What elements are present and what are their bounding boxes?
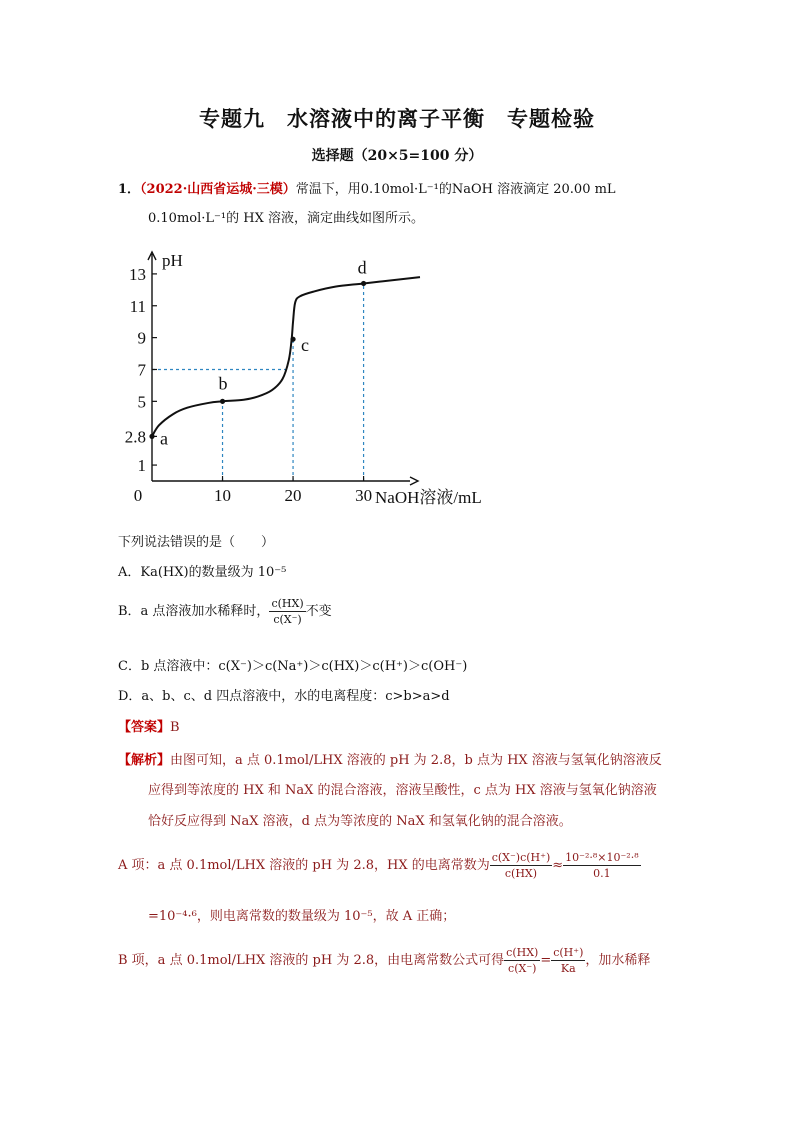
question-number: 1．: [118, 182, 141, 197]
page-title: 专题九 水溶液中的离子平衡 专题检验: [199, 106, 595, 131]
analysis-label: 【解析】: [118, 753, 171, 768]
point-d: [361, 281, 366, 286]
point-label-d: d: [357, 257, 367, 278]
analysis-item-a: [118, 850, 641, 881]
y-tick-label: 2.8: [124, 427, 146, 447]
analysis-item-a-2: =10⁻⁴·⁶，则电离常数的数量级为 10⁻⁵，故 A 正确；: [148, 909, 456, 924]
fraction-denominator: c(X⁻): [508, 962, 537, 975]
fraction-denominator: 0.1: [593, 867, 611, 880]
fraction-denominator: Ka: [560, 962, 576, 975]
x-tick-label: 0: [133, 486, 143, 505]
point-label-b: b: [218, 373, 228, 394]
h-over-ka-fraction: [551, 945, 585, 976]
analysis-line-3: 恰好反应得到 NaX 溶液，d 点为等浓度的 NaX 和氢氧化钠的混合溶液。: [148, 814, 572, 829]
answer-value: B: [170, 720, 180, 735]
fraction-denominator: c(HX): [504, 867, 538, 880]
analysis-item-b: [118, 945, 650, 976]
item-b-text: B 项，a 点 0.1mol/LHX 溶液的 pH 为 2.8，由电离常数公式可得: [118, 953, 505, 968]
titration-chart: [120, 240, 520, 508]
analysis-line-1: [118, 749, 662, 768]
analysis-text-1: 由图可知，a 点 0.1mol/LHX 溶液的 pH 为 2.8，b 点为 HX 溶液与氢氧化钠溶液反: [170, 753, 662, 768]
ka-fraction: [490, 850, 553, 881]
answer-line: [118, 716, 180, 735]
fraction-numerator: c(H⁺): [553, 946, 584, 959]
item-a-text: A 项：a 点 0.1mol/LHX 溶液的 pH 为 2.8，HX 的电离常数为: [118, 858, 490, 873]
point-label-a: a: [160, 428, 168, 449]
question-stem-2: 0.10mol·L⁻¹的 HX 溶液，滴定曲线如图所示。: [148, 211, 424, 226]
approx-sign: ≈: [552, 858, 564, 873]
analysis-line-2: 应得到等浓度的 HX 和 NaX 的混合溶液，溶液呈酸性，c 点为 HX 溶液与氢氧化钠溶液: [148, 783, 657, 798]
y-tick-label: 5: [137, 392, 146, 412]
option-a[interactable]: A．Ka(HX)的数量级为 10⁻⁵: [118, 565, 287, 580]
fraction-numerator: c(HX): [506, 946, 539, 959]
question-line-1: [118, 178, 616, 197]
x-axis-label: NaOH溶液/mL: [375, 488, 482, 507]
x-axis-arrow: [410, 477, 418, 485]
equals-sign: =: [540, 953, 552, 968]
point-c: [290, 337, 295, 342]
answer-label: 【答案】: [118, 720, 171, 735]
option-b-tail: 不变: [305, 604, 332, 619]
question-prompt: 下列说法错误的是（ ）: [118, 535, 275, 550]
option-b[interactable]: [118, 596, 332, 627]
option-b-fraction: [269, 596, 305, 627]
x-tick-label: 30: [355, 486, 373, 505]
y-axis-label: pH: [162, 251, 183, 270]
question-stem-1: 常温下，用0.10mol·L⁻¹的NaOH 溶液滴定 20.00 mL: [295, 182, 616, 197]
fraction-numerator: c(HX): [271, 597, 304, 610]
fraction-numerator: c(X⁻)c(H⁺): [491, 851, 551, 864]
option-c[interactable]: C．b 点溶液中：c(X⁻)＞c(Na⁺)＞c(HX)＞c(H⁺)＞c(OH⁻): [118, 659, 468, 674]
point-b: [220, 399, 225, 404]
titration-curve: [152, 277, 420, 436]
y-tick-label: 9: [137, 328, 146, 348]
ka-value-fraction: [563, 850, 640, 881]
fraction-numerator: 10⁻²·⁸×10⁻²·⁸: [565, 851, 639, 864]
y-tick-label: 1: [137, 456, 146, 476]
x-tick-label: 20: [284, 486, 302, 505]
question-source: （2022·山西省运城·三模）: [140, 182, 296, 197]
y-tick-label: 13: [129, 264, 146, 284]
item-b-tail: ，加水稀释: [585, 953, 651, 968]
point-label-c: c: [301, 335, 310, 356]
x-tick-label: 10: [214, 486, 232, 505]
ratio-fraction: [504, 945, 540, 976]
point-a: [149, 434, 154, 439]
section-subtitle: 选择题（20×5=100 分）: [311, 148, 483, 164]
option-b-text: B．a 点溶液加水稀释时，: [118, 604, 270, 619]
option-d[interactable]: D．a、b、c、d 四点溶液中，水的电离程度：c>b>a>d: [118, 689, 450, 704]
fraction-denominator: c(X⁻): [273, 613, 302, 626]
y-tick-label: 7: [137, 360, 146, 380]
y-tick-label: 11: [129, 296, 146, 316]
